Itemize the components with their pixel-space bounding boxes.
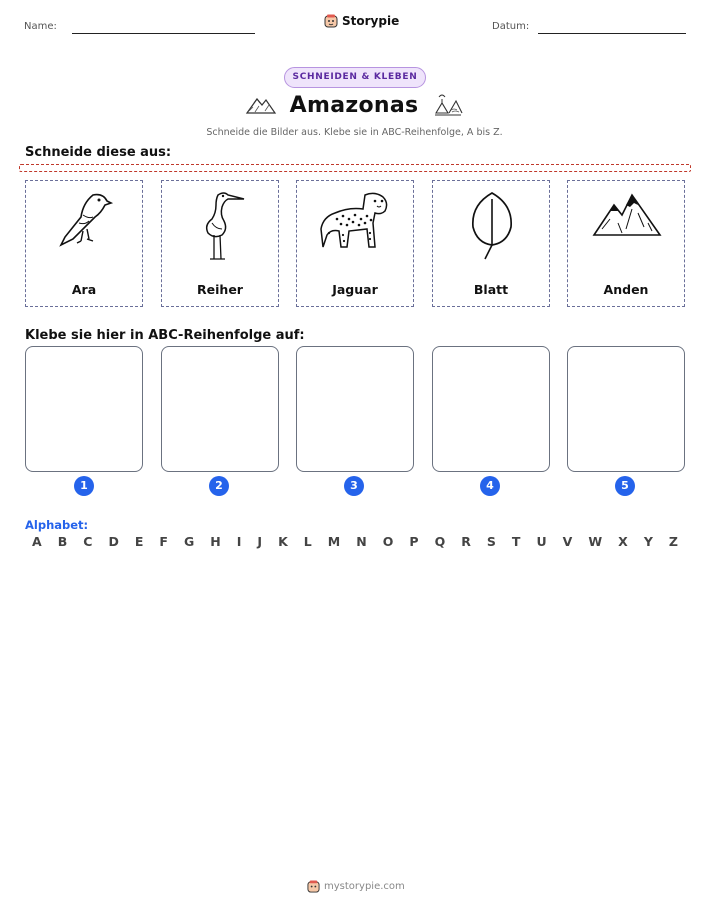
paste-box-5[interactable] (567, 346, 685, 472)
cut-card-reiher[interactable] (161, 180, 279, 307)
instructions: Schneide die Bilder aus. Klebe sie in ABC-Reihenfolge, A bis Z. (206, 127, 503, 138)
storypie-mascot-icon (307, 880, 320, 893)
macaw-icon (53, 189, 115, 249)
alphabet-letter: K (278, 534, 288, 549)
alphabet-heading: Alphabet: (25, 518, 89, 532)
leaf-icon (467, 189, 517, 261)
position-number: 4 (480, 476, 500, 496)
mountain-doodle-icon (245, 93, 277, 117)
paste-box-2[interactable] (161, 346, 279, 472)
alphabet-letter: I (236, 534, 242, 549)
alphabet-letter: O (382, 534, 394, 549)
alphabet-letter: V (562, 534, 573, 549)
cut-line (19, 164, 691, 172)
alphabet-letter: B (57, 534, 68, 549)
alphabet-letter: Y (643, 534, 653, 549)
jaguar-icon (319, 189, 393, 253)
alphabet-letter: A (32, 534, 42, 549)
heron-icon (194, 189, 248, 263)
card-label: Ara (71, 282, 97, 297)
paste-box-4[interactable] (432, 346, 550, 472)
alphabet-letter: J (257, 534, 263, 549)
storypie-mascot-icon (324, 14, 338, 28)
card-label: Jaguar (332, 282, 378, 297)
alphabet-letter: C (83, 534, 93, 549)
footer (307, 880, 405, 893)
position-number: 2 (209, 476, 229, 496)
alphabet-letter: M (327, 534, 341, 549)
alphabet-letter: E (134, 534, 144, 549)
page-title: Amazonas (289, 93, 419, 118)
cut-card-blatt[interactable] (432, 180, 550, 307)
cut-card-anden[interactable] (567, 180, 685, 307)
card-label: Anden (603, 282, 649, 297)
activity-badge: SCHNEIDEN & KLEBEN (284, 67, 426, 88)
alphabet-letter: S (486, 534, 496, 549)
date-line[interactable] (538, 33, 686, 34)
cut-section-heading: Schneide diese aus: (25, 145, 172, 160)
alphabet-letter: Z (668, 534, 678, 549)
alphabet-letter: H (210, 534, 221, 549)
position-number: 3 (344, 476, 364, 496)
brand-logo (324, 14, 399, 28)
paste-box-3[interactable] (296, 346, 414, 472)
alphabet-letter: G (183, 534, 195, 549)
alphabet-letter: L (303, 534, 312, 549)
alphabet-letter: T (511, 534, 521, 549)
date-label: Datum: (492, 21, 530, 32)
paste-box-1[interactable] (25, 346, 143, 472)
footer-site[interactable]: mystorypie.com (324, 881, 405, 892)
name-label: Name: (24, 21, 57, 32)
alphabet-letter: X (618, 534, 628, 549)
mountains-icon (592, 189, 662, 243)
cut-card-ara[interactable] (25, 180, 143, 307)
alphabet-letter: D (108, 534, 119, 549)
alphabet-letter: R (461, 534, 471, 549)
cut-card-jaguar[interactable] (296, 180, 414, 307)
alphabet-letter: Q (434, 534, 446, 549)
position-number: 5 (615, 476, 635, 496)
alphabet-letter: W (588, 534, 603, 549)
alphabet-row (32, 534, 678, 549)
name-line[interactable] (72, 33, 255, 34)
paste-section-heading: Klebe sie hier in ABC-Reihenfolge auf: (25, 328, 305, 343)
camp-doodle-icon (433, 91, 463, 117)
alphabet-letter: P (409, 534, 419, 549)
alphabet-letter: U (536, 534, 547, 549)
card-label: Blatt (473, 282, 509, 297)
alphabet-letter: F (159, 534, 168, 549)
position-number: 1 (74, 476, 94, 496)
alphabet-letter: N (356, 534, 367, 549)
card-label: Reiher (197, 282, 243, 297)
brand-name: Storypie (342, 14, 400, 28)
